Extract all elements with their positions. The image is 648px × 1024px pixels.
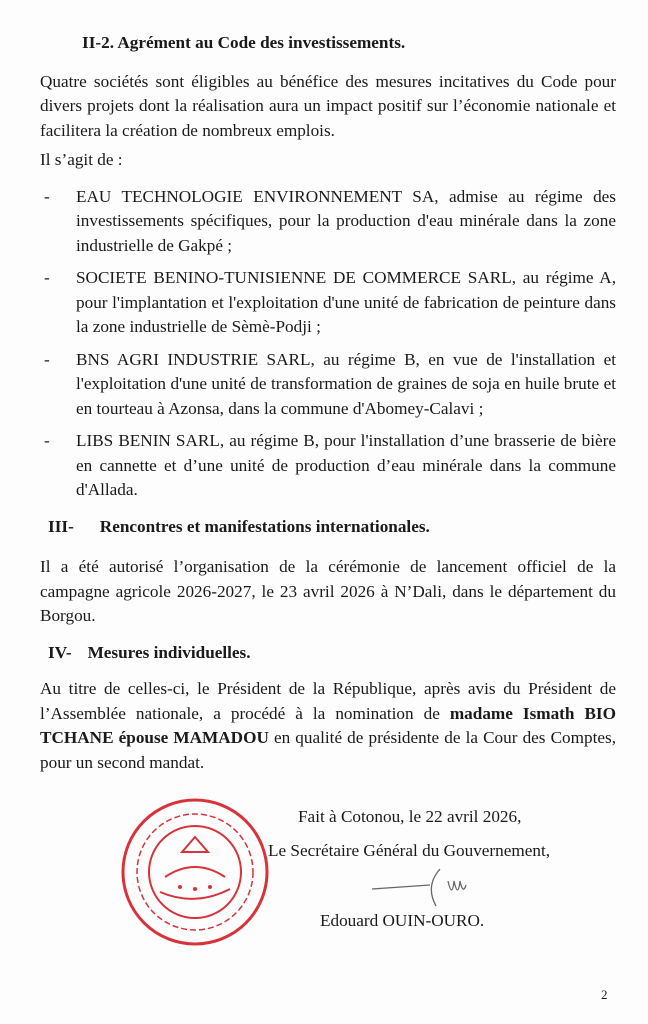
section-iv-heading (48, 641, 616, 666)
section-number: III- (48, 516, 74, 536)
section-iii-text: Il a été autorisé l’organisation de la cérémonie de lancement officiel de la campagne agricole 2026-2027, le 23 avril 2026 à N’Dali, dans le département du Borgou. (40, 557, 616, 625)
list-item-text: LIBS BENIN SARL, au régime B, pour l'installation d’une brasserie de bière en cannette et d’une unité de production d’eau minérale dans la commune d'Allada. (76, 431, 616, 499)
section-ii2-heading: II-2. Agrément au Code des investissements. (82, 33, 406, 52)
appointee-name: madame Ismath BIO TCHANE épouse MAMADOU (40, 703, 616, 747)
list-item-text: BNS AGRI INDUSTRIE SARL, au régime B, en vue de l'installation et l'exploitation d'une unité de transformation de graines de soja en huile brute et en tourteau à Azonsa, dans la commune d'Abomey-Calavi ; (76, 349, 616, 418)
list-item: - SOCIETE BENINO-TUNISIENNE DE COMMERCE SARL, au régime A, pour l'implantation et l'exploitation d'une unité de fabrication de peinture dans la zone industrielle de Sèmè-Podji ; (44, 268, 616, 336)
section-iii-heading (48, 515, 616, 540)
signatory-name: Edouard OUIN-OURO. (320, 911, 485, 930)
list-item: - BNS AGRI INDUSTRIE SARL, au régime B, en vue de l'installation et l'exploitation d'une unité de transformation de graines de soja en huile brute et en tourteau à Azonsa, dans la commune d'Abomey-Calavi ; (44, 349, 616, 418)
list-item: - EAU TECHNOLOGIE ENVIRONNEMENT SA, admise au régime des investissements spécifiques, pour la production d'eau minérale dans la zone industrielle de Gakpé ; (44, 186, 616, 255)
section-title: Mesures individuelles. (87, 642, 251, 662)
list-item: - LIBS BENIN SARL, au régime B, pour l'installation d’une brasserie de bière en cannette et d’une unité de production d’eau minérale dans la commune d'Allada. (44, 431, 616, 499)
section-iv-text (40, 677, 616, 775)
text: en qualité de présidente de la Cour des Comptes, pour un second mandat. (40, 728, 617, 772)
section-number: IV- (48, 642, 72, 662)
signature-place-date: Fait à Cotonou, le 22 avril 2026, (298, 807, 522, 826)
signature-block (40, 805, 616, 945)
list-item-text: SOCIETE BENINO-TUNISIENNE DE COMMERCE SARL, au régime A, pour l'implantation et l'exploitation d'une unité de fabrication de peinture dans la zone industrielle de Sèmè-Podji ; (76, 268, 616, 336)
signature-title: Le Secrétaire Général du Gouvernement, (268, 841, 551, 860)
handwritten-signature (370, 865, 480, 909)
text: Au titre de celles-ci, le Président de la République, après avis du Président de l’Assemblée nationale, a procédé à la nomination de (40, 679, 616, 723)
official-stamp (120, 797, 270, 947)
page-number: 2 (601, 987, 608, 1002)
list-item-text: EAU TECHNOLOGIE ENVIRONNEMENT SA, admise au régime des investissements spécifiques, pour la production d'eau minérale dans la zone industrielle de Gakpé ; (76, 186, 616, 255)
section-ii2-intro: Quatre sociétés sont éligibles au bénéfice des mesures incitatives du Code pour divers projets dont la réalisation aura un impact positif sur l’économie nationale et facilitera la création de nombreux emplois. (40, 71, 616, 140)
section-title: Rencontres et manifestations internationales. (99, 516, 430, 536)
section-ii2-lead: Il s’agit de : (40, 150, 123, 169)
